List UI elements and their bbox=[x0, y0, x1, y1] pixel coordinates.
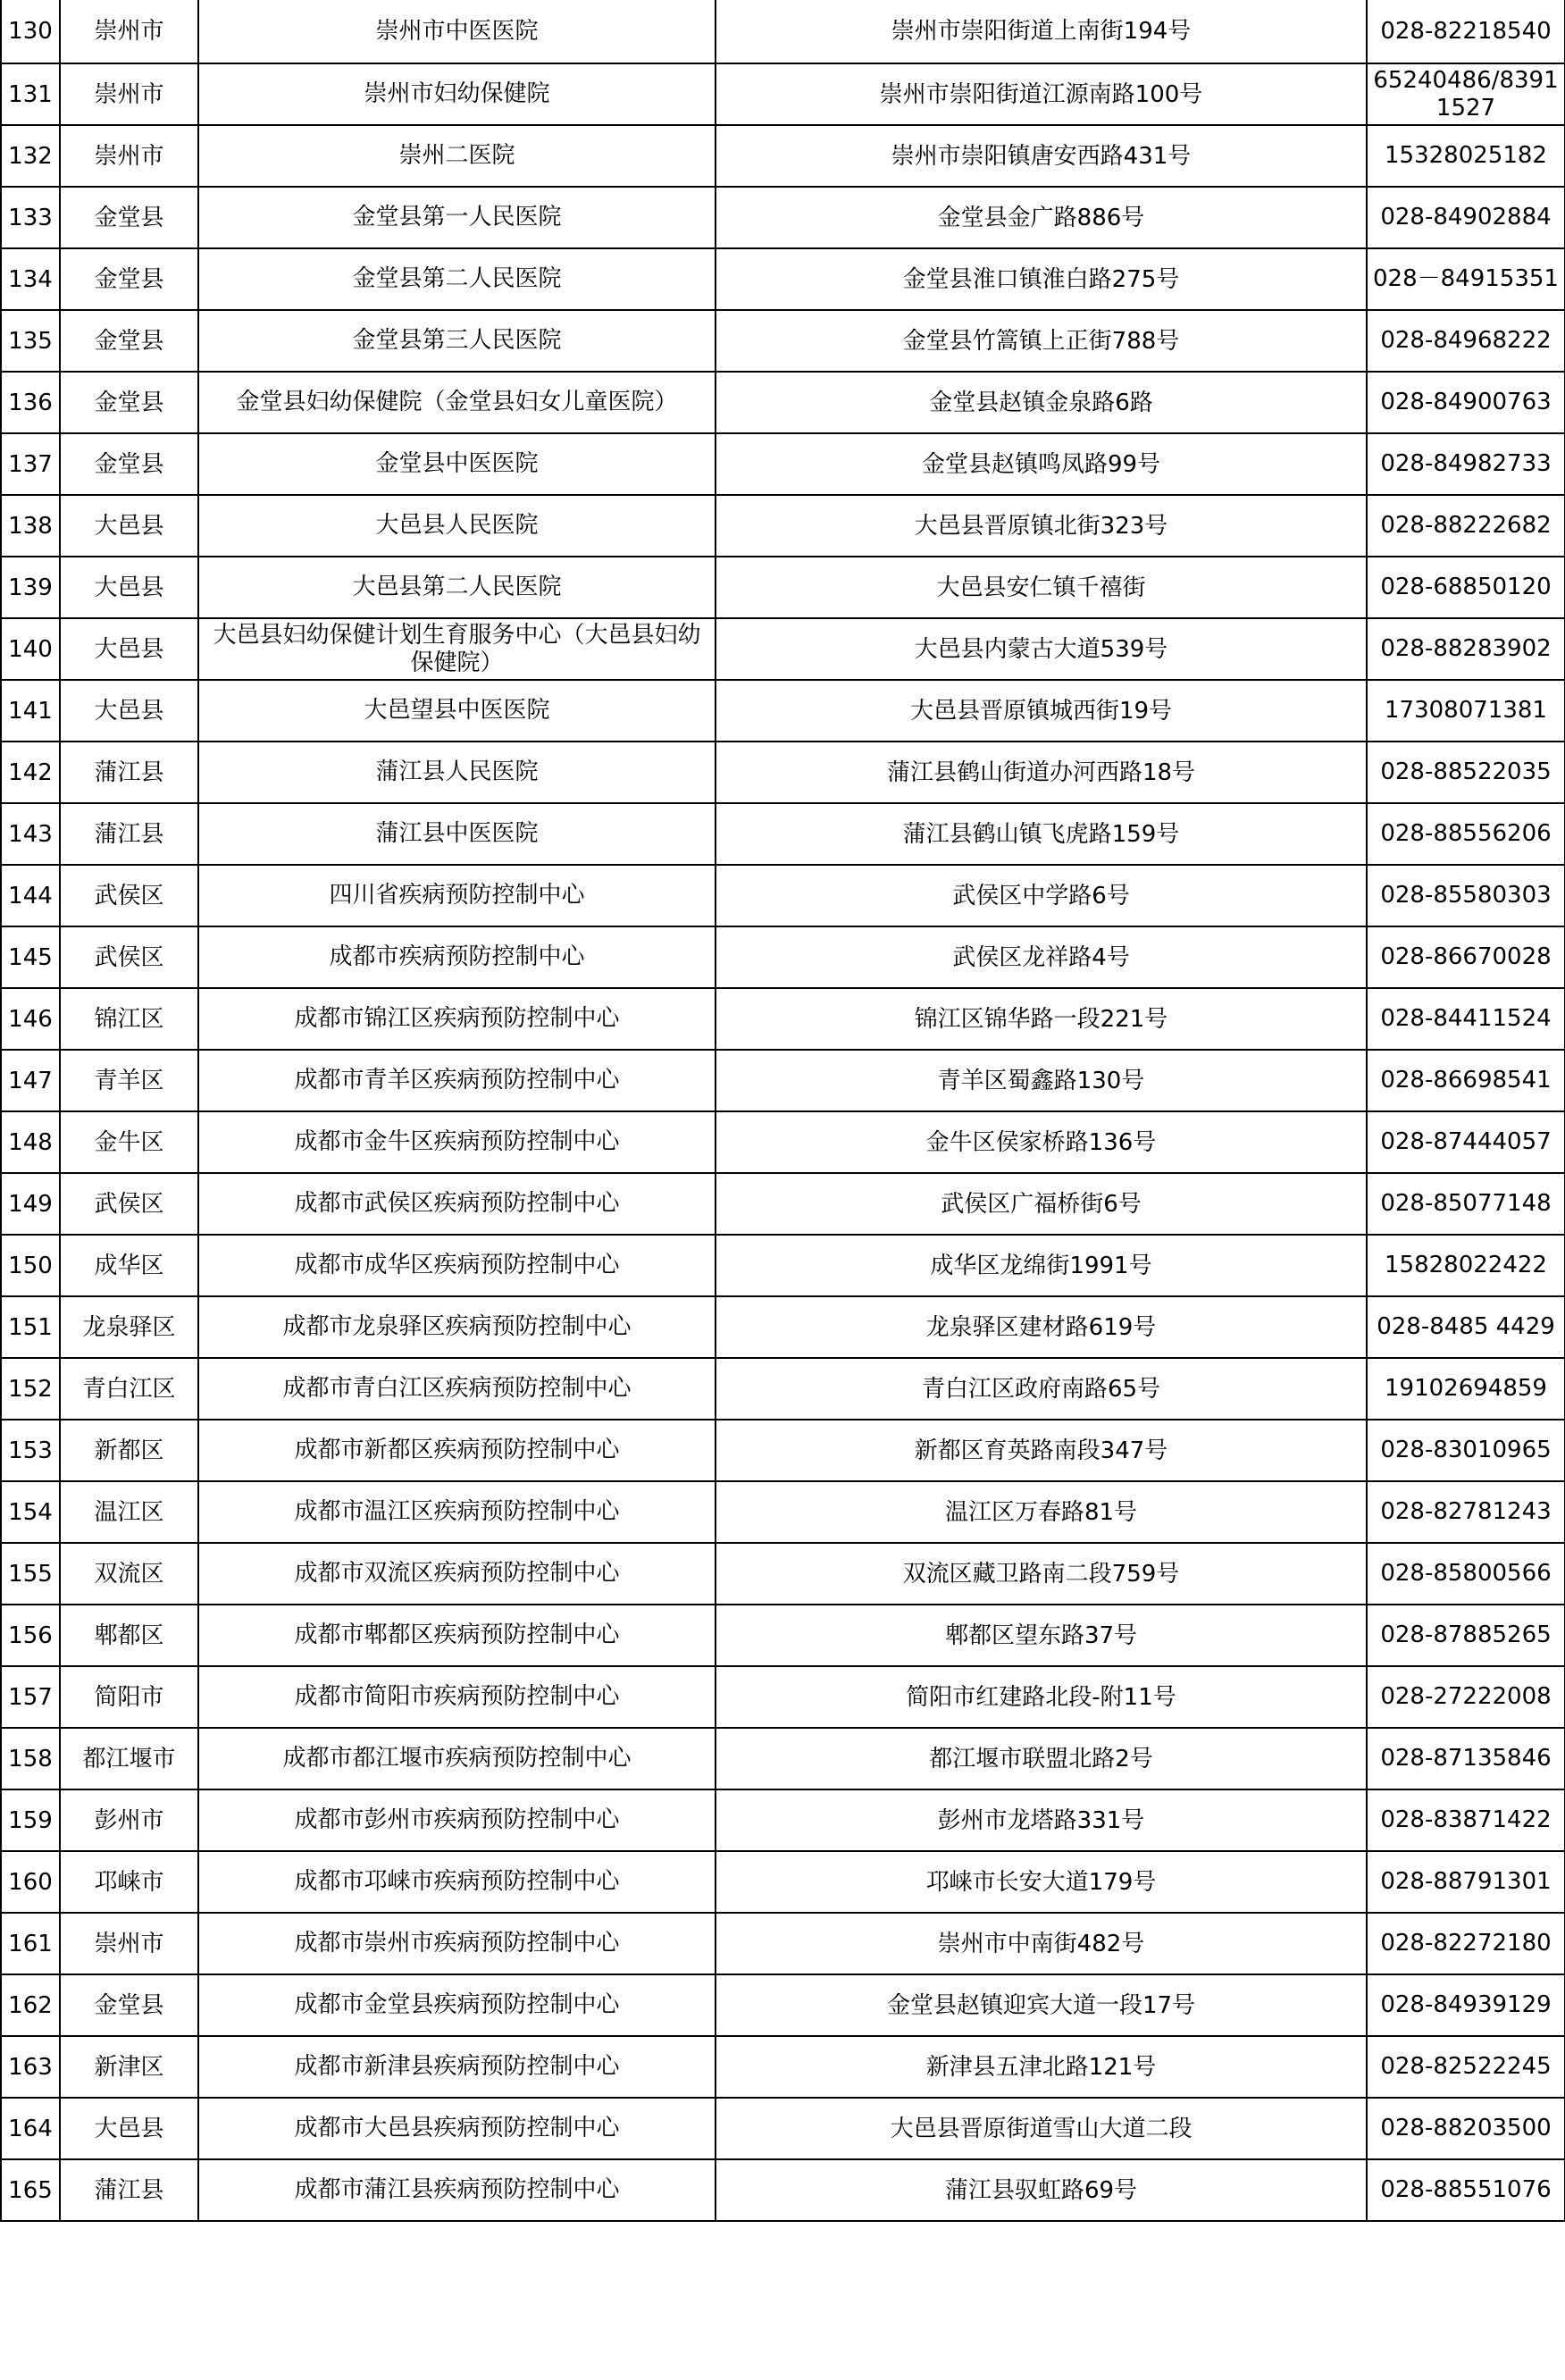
cell-district: 大邑县 bbox=[60, 2098, 198, 2159]
cell-number: 158 bbox=[1, 1728, 60, 1789]
cell-district: 大邑县 bbox=[60, 618, 198, 680]
cell-phone: 028-87885265 bbox=[1367, 1605, 1565, 1666]
cell-phone: 028-84900763 bbox=[1367, 372, 1565, 433]
cell-phone: 028-85580303 bbox=[1367, 865, 1565, 926]
cell-institution-name: 成都市蒲江县疾病预防控制中心 bbox=[198, 2159, 716, 2221]
cell-institution-name: 金堂县第一人民医院 bbox=[198, 187, 716, 248]
cell-phone: 028-84902884 bbox=[1367, 187, 1565, 248]
cell-district: 都江堰市 bbox=[60, 1728, 198, 1789]
table-row bbox=[1, 1111, 1565, 1173]
cell-number: 150 bbox=[1, 1235, 60, 1296]
cell-phone: 028-84411524 bbox=[1367, 988, 1565, 1050]
cell-address: 武侯区龙祥路4号 bbox=[716, 926, 1367, 988]
cell-institution-name: 大邑县人民医院 bbox=[198, 495, 716, 557]
cell-phone: 028-84968222 bbox=[1367, 310, 1565, 372]
cell-address: 蒲江县鹤山街道办河西路18号 bbox=[716, 742, 1367, 803]
cell-district: 蒲江县 bbox=[60, 2159, 198, 2221]
cell-phone: 028-88203500 bbox=[1367, 2098, 1565, 2159]
cell-address: 金牛区侯家桥路136号 bbox=[716, 1111, 1367, 1173]
cell-address: 大邑县晋原街道雪山大道二段 bbox=[716, 2098, 1367, 2159]
cell-address: 成华区龙绵街1991号 bbox=[716, 1235, 1367, 1296]
cell-district: 崇州市 bbox=[60, 125, 198, 187]
cell-phone: 028-88222682 bbox=[1367, 495, 1565, 557]
cell-institution-name: 四川省疾病预防控制中心 bbox=[198, 865, 716, 926]
cell-phone: 028-88556206 bbox=[1367, 803, 1565, 865]
cell-number: 130 bbox=[1, 0, 60, 63]
table-row bbox=[1, 803, 1565, 865]
cell-phone: 19102694859 bbox=[1367, 1358, 1565, 1420]
table-row bbox=[1, 1974, 1565, 2036]
cell-district: 金堂县 bbox=[60, 1974, 198, 2036]
table-row bbox=[1, 1173, 1565, 1235]
cell-phone: 028-83010965 bbox=[1367, 1420, 1565, 1481]
cell-number: 149 bbox=[1, 1173, 60, 1235]
cell-address: 大邑县安仁镇千禧街 bbox=[716, 557, 1367, 618]
cell-address: 蒲江县驭虹路69号 bbox=[716, 2159, 1367, 2221]
cell-phone: 028-85077148 bbox=[1367, 1173, 1565, 1235]
cell-address: 温江区万春路81号 bbox=[716, 1481, 1367, 1543]
cell-number: 131 bbox=[1, 63, 60, 125]
cell-number: 157 bbox=[1, 1666, 60, 1728]
cell-institution-name: 成都市彭州市疾病预防控制中心 bbox=[198, 1789, 716, 1851]
cell-number: 155 bbox=[1, 1543, 60, 1605]
cell-phone: 028-82781243 bbox=[1367, 1481, 1565, 1543]
cell-phone: 028-88283902 bbox=[1367, 618, 1565, 680]
cell-district: 蒲江县 bbox=[60, 803, 198, 865]
cell-number: 164 bbox=[1, 2098, 60, 2159]
cell-institution-name: 崇州二医院 bbox=[198, 125, 716, 187]
cell-district: 大邑县 bbox=[60, 557, 198, 618]
cell-institution-name: 金堂县中医医院 bbox=[198, 433, 716, 495]
cell-address: 大邑县晋原镇北街323号 bbox=[716, 495, 1367, 557]
cell-institution-name: 成都市青羊区疾病预防控制中心 bbox=[198, 1050, 716, 1111]
cell-phone: 028-88522035 bbox=[1367, 742, 1565, 803]
table-row bbox=[1, 926, 1565, 988]
cell-address: 金堂县金广路886号 bbox=[716, 187, 1367, 248]
cell-number: 148 bbox=[1, 1111, 60, 1173]
table-row bbox=[1, 865, 1565, 926]
cell-number: 159 bbox=[1, 1789, 60, 1851]
cell-address: 大邑县内蒙古大道539号 bbox=[716, 618, 1367, 680]
cell-district: 武侯区 bbox=[60, 865, 198, 926]
cell-institution-name: 金堂县第二人民医院 bbox=[198, 248, 716, 310]
cell-address: 邛崃市长安大道179号 bbox=[716, 1851, 1367, 1913]
table-row bbox=[1, 618, 1565, 680]
cell-number: 137 bbox=[1, 433, 60, 495]
cell-institution-name: 成都市龙泉驿区疾病预防控制中心 bbox=[198, 1296, 716, 1358]
cell-number: 133 bbox=[1, 187, 60, 248]
cell-number: 132 bbox=[1, 125, 60, 187]
cell-phone: 028-82522245 bbox=[1367, 2036, 1565, 2098]
cell-district: 锦江区 bbox=[60, 988, 198, 1050]
table-row bbox=[1, 1481, 1565, 1543]
cell-number: 140 bbox=[1, 618, 60, 680]
table-row bbox=[1, 1235, 1565, 1296]
cell-number: 142 bbox=[1, 742, 60, 803]
cell-district: 彭州市 bbox=[60, 1789, 198, 1851]
cell-district: 郫都区 bbox=[60, 1605, 198, 1666]
cell-address: 崇州市崇阳镇唐安西路431号 bbox=[716, 125, 1367, 187]
table-row bbox=[1, 1666, 1565, 1728]
cell-district: 新津区 bbox=[60, 2036, 198, 2098]
cell-institution-name: 金堂县妇幼保健院（金堂县妇女儿童医院） bbox=[198, 372, 716, 433]
cell-address: 郫都区望东路37号 bbox=[716, 1605, 1367, 1666]
cell-institution-name: 成都市简阳市疾病预防控制中心 bbox=[198, 1666, 716, 1728]
table-row bbox=[1, 495, 1565, 557]
cell-district: 简阳市 bbox=[60, 1666, 198, 1728]
cell-institution-name: 成都市武侯区疾病预防控制中心 bbox=[198, 1173, 716, 1235]
cell-phone: 028-86698541 bbox=[1367, 1050, 1565, 1111]
cell-institution-name: 成都市疾病预防控制中心 bbox=[198, 926, 716, 988]
cell-district: 大邑县 bbox=[60, 680, 198, 742]
table-row bbox=[1, 372, 1565, 433]
cell-phone: 65240486/83911527 bbox=[1367, 63, 1565, 125]
cell-district: 崇州市 bbox=[60, 0, 198, 63]
table-row bbox=[1, 1420, 1565, 1481]
table-row bbox=[1, 2159, 1565, 2221]
cell-district: 成华区 bbox=[60, 1235, 198, 1296]
cell-number: 163 bbox=[1, 2036, 60, 2098]
cell-number: 138 bbox=[1, 495, 60, 557]
cell-district: 崇州市 bbox=[60, 1913, 198, 1974]
cell-institution-name: 大邑县妇幼保健计划生育服务中心（大邑县妇幼保健院） bbox=[198, 618, 716, 680]
table-row bbox=[1, 988, 1565, 1050]
cell-phone: 17308071381 bbox=[1367, 680, 1565, 742]
cell-institution-name: 成都市青白江区疾病预防控制中心 bbox=[198, 1358, 716, 1420]
table-row bbox=[1, 1296, 1565, 1358]
cell-number: 136 bbox=[1, 372, 60, 433]
cell-phone: 028-84982733 bbox=[1367, 433, 1565, 495]
cell-address: 金堂县竹篙镇上正街788号 bbox=[716, 310, 1367, 372]
cell-institution-name: 崇州市妇幼保健院 bbox=[198, 63, 716, 125]
cell-phone: 15828022422 bbox=[1367, 1235, 1565, 1296]
cell-district: 新都区 bbox=[60, 1420, 198, 1481]
table-row bbox=[1, 248, 1565, 310]
cell-district: 金堂县 bbox=[60, 248, 198, 310]
cell-district: 金堂县 bbox=[60, 187, 198, 248]
table-row bbox=[1, 433, 1565, 495]
cell-address: 金堂县赵镇鸣凤路99号 bbox=[716, 433, 1367, 495]
cell-institution-name: 成都市金堂县疾病预防控制中心 bbox=[198, 1974, 716, 2036]
cell-district: 双流区 bbox=[60, 1543, 198, 1605]
cell-number: 152 bbox=[1, 1358, 60, 1420]
cell-phone: 15328025182 bbox=[1367, 125, 1565, 187]
cell-phone: 028-82272180 bbox=[1367, 1913, 1565, 1974]
cell-number: 165 bbox=[1, 2159, 60, 2221]
cell-phone: 028-85800566 bbox=[1367, 1543, 1565, 1605]
cell-institution-name: 成都市大邑县疾病预防控制中心 bbox=[198, 2098, 716, 2159]
cell-number: 141 bbox=[1, 680, 60, 742]
table-row bbox=[1, 1605, 1565, 1666]
cell-number: 151 bbox=[1, 1296, 60, 1358]
cell-number: 139 bbox=[1, 557, 60, 618]
cell-phone: 028-82218540 bbox=[1367, 0, 1565, 63]
cell-address: 龙泉驿区建材路619号 bbox=[716, 1296, 1367, 1358]
table-row bbox=[1, 1050, 1565, 1111]
cell-phone: 028-83871422 bbox=[1367, 1789, 1565, 1851]
cell-number: 145 bbox=[1, 926, 60, 988]
cell-district: 崇州市 bbox=[60, 63, 198, 125]
table-row bbox=[1, 125, 1565, 187]
cell-institution-name: 成都市都江堰市疾病预防控制中心 bbox=[198, 1728, 716, 1789]
cell-institution-name: 大邑县第二人民医院 bbox=[198, 557, 716, 618]
cell-institution-name: 蒲江县中医医院 bbox=[198, 803, 716, 865]
cell-phone: 028-88791301 bbox=[1367, 1851, 1565, 1913]
cell-address: 金堂县赵镇金泉路6路 bbox=[716, 372, 1367, 433]
cell-number: 135 bbox=[1, 310, 60, 372]
cell-district: 金堂县 bbox=[60, 372, 198, 433]
table-row bbox=[1, 310, 1565, 372]
table-row bbox=[1, 1913, 1565, 1974]
cell-number: 144 bbox=[1, 865, 60, 926]
cell-institution-name: 崇州市中医医院 bbox=[198, 0, 716, 63]
cell-number: 153 bbox=[1, 1420, 60, 1481]
institution-table-body bbox=[1, 0, 1565, 2221]
cell-address: 蒲江县鹤山镇飞虎路159号 bbox=[716, 803, 1367, 865]
cell-address: 双流区藏卫路南二段759号 bbox=[716, 1543, 1367, 1605]
cell-institution-name: 成都市温江区疾病预防控制中心 bbox=[198, 1481, 716, 1543]
cell-address: 新津县五津北路121号 bbox=[716, 2036, 1367, 2098]
table-row bbox=[1, 187, 1565, 248]
cell-district: 邛崃市 bbox=[60, 1851, 198, 1913]
cell-district: 蒲江县 bbox=[60, 742, 198, 803]
cell-number: 162 bbox=[1, 1974, 60, 2036]
cell-institution-name: 成都市新都区疾病预防控制中心 bbox=[198, 1420, 716, 1481]
table-row bbox=[1, 742, 1565, 803]
cell-institution-name: 成都市崇州市疾病预防控制中心 bbox=[198, 1913, 716, 1974]
cell-institution-name: 成都市双流区疾病预防控制中心 bbox=[198, 1543, 716, 1605]
cell-institution-name: 成都市新津县疾病预防控制中心 bbox=[198, 2036, 716, 2098]
cell-number: 134 bbox=[1, 248, 60, 310]
cell-phone: 028-87135846 bbox=[1367, 1728, 1565, 1789]
cell-institution-name: 成都市邛崃市疾病预防控制中心 bbox=[198, 1851, 716, 1913]
cell-address: 崇州市崇阳街道江源南路100号 bbox=[716, 63, 1367, 125]
cell-address: 锦江区锦华路一段221号 bbox=[716, 988, 1367, 1050]
table-row bbox=[1, 1851, 1565, 1913]
table-row bbox=[1, 680, 1565, 742]
cell-institution-name: 金堂县第三人民医院 bbox=[198, 310, 716, 372]
cell-phone: 028-88551076 bbox=[1367, 2159, 1565, 2221]
cell-institution-name: 成都市郫都区疾病预防控制中心 bbox=[198, 1605, 716, 1666]
cell-number: 156 bbox=[1, 1605, 60, 1666]
cell-number: 161 bbox=[1, 1913, 60, 1974]
cell-address: 简阳市红建路北段-附11号 bbox=[716, 1666, 1367, 1728]
table-row bbox=[1, 2036, 1565, 2098]
cell-district: 大邑县 bbox=[60, 495, 198, 557]
cell-address: 都江堰市联盟北路2号 bbox=[716, 1728, 1367, 1789]
cell-address: 金堂县淮口镇淮白路275号 bbox=[716, 248, 1367, 310]
table-row bbox=[1, 1543, 1565, 1605]
cell-address: 崇州市崇阳街道上南街194号 bbox=[716, 0, 1367, 63]
cell-district: 龙泉驿区 bbox=[60, 1296, 198, 1358]
cell-district: 金牛区 bbox=[60, 1111, 198, 1173]
cell-phone: 028-87444057 bbox=[1367, 1111, 1565, 1173]
cell-phone: 028-84939129 bbox=[1367, 1974, 1565, 2036]
cell-phone: 028-8485 4429 bbox=[1367, 1296, 1565, 1358]
cell-address: 武侯区广福桥街6号 bbox=[716, 1173, 1367, 1235]
table-row bbox=[1, 63, 1565, 125]
cell-district: 金堂县 bbox=[60, 310, 198, 372]
cell-number: 146 bbox=[1, 988, 60, 1050]
cell-district: 金堂县 bbox=[60, 433, 198, 495]
cell-district: 武侯区 bbox=[60, 926, 198, 988]
cell-address: 青白江区政府南路65号 bbox=[716, 1358, 1367, 1420]
cell-address: 武侯区中学路6号 bbox=[716, 865, 1367, 926]
cell-address: 大邑县晋原镇城西街19号 bbox=[716, 680, 1367, 742]
cell-district: 武侯区 bbox=[60, 1173, 198, 1235]
cell-institution-name: 成都市成华区疾病预防控制中心 bbox=[198, 1235, 716, 1296]
cell-address: 新都区育英路南段347号 bbox=[716, 1420, 1367, 1481]
cell-address: 金堂县赵镇迎宾大道一段17号 bbox=[716, 1974, 1367, 2036]
cell-phone: 028－84915351 bbox=[1367, 248, 1565, 310]
cell-district: 温江区 bbox=[60, 1481, 198, 1543]
cell-district: 青白江区 bbox=[60, 1358, 198, 1420]
cell-number: 143 bbox=[1, 803, 60, 865]
cell-phone: 028-86670028 bbox=[1367, 926, 1565, 988]
cell-district: 青羊区 bbox=[60, 1050, 198, 1111]
cell-number: 147 bbox=[1, 1050, 60, 1111]
cell-address: 崇州市中南街482号 bbox=[716, 1913, 1367, 1974]
cell-institution-name: 成都市金牛区疾病预防控制中心 bbox=[198, 1111, 716, 1173]
cell-number: 154 bbox=[1, 1481, 60, 1543]
cell-phone: 028-27222008 bbox=[1367, 1666, 1565, 1728]
cell-institution-name: 蒲江县人民医院 bbox=[198, 742, 716, 803]
cell-institution-name: 大邑望县中医医院 bbox=[198, 680, 716, 742]
table-row bbox=[1, 2098, 1565, 2159]
cell-address: 彭州市龙塔路331号 bbox=[716, 1789, 1367, 1851]
cell-institution-name: 成都市锦江区疾病预防控制中心 bbox=[198, 988, 716, 1050]
table-row bbox=[1, 0, 1565, 63]
table-row bbox=[1, 1789, 1565, 1851]
cell-number: 160 bbox=[1, 1851, 60, 1913]
table-row bbox=[1, 557, 1565, 618]
cell-address: 青羊区蜀鑫路130号 bbox=[716, 1050, 1367, 1111]
cell-phone: 028-68850120 bbox=[1367, 557, 1565, 618]
table-row bbox=[1, 1728, 1565, 1789]
table-row bbox=[1, 1358, 1565, 1420]
